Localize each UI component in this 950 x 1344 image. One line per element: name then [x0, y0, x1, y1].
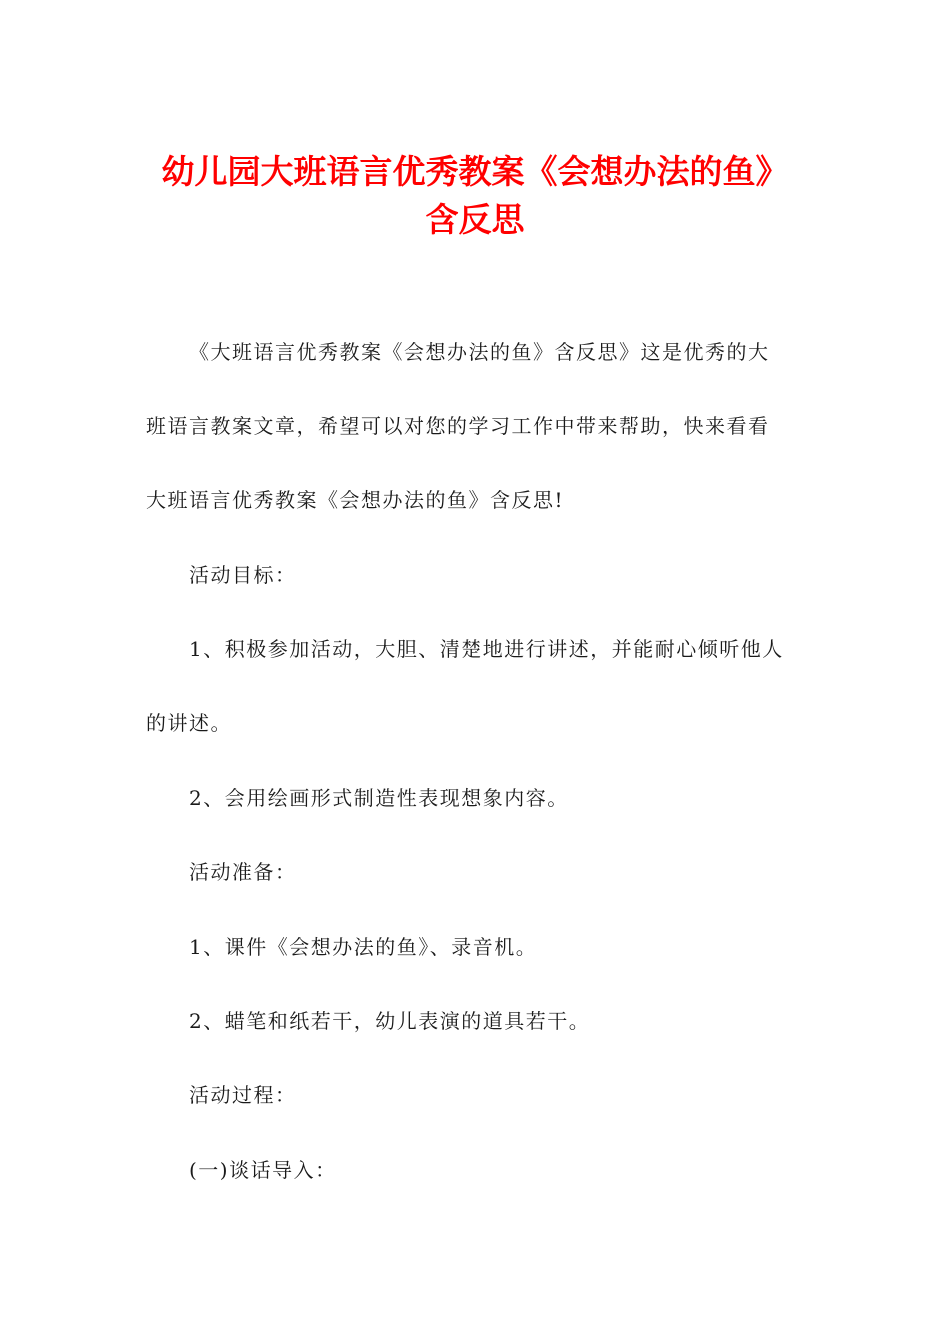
goal-item-1-line-1: 1、积极参加活动，大胆、清楚地进行讲述，并能耐心倾听他人	[189, 637, 784, 661]
preparation-item-2: 2、蜡笔和纸若干，幼儿表演的道具若干。	[189, 1009, 591, 1033]
process-step-1-heading: (一)谈话导入：	[189, 1158, 337, 1182]
intro-paragraph-line-2: 班语言教案文章，希望可以对您的学习工作中带来帮助，快来看看	[146, 414, 770, 438]
document-title-line-1: 幼儿园大班语言优秀教案《会想办法的鱼》	[161, 152, 789, 191]
intro-paragraph-line-1: 《大班语言优秀教案《会想办法的鱼》含反思》这是优秀的大	[189, 340, 770, 364]
preparation-item-1: 1、课件《会想办法的鱼》、录音机。	[189, 935, 538, 959]
section-heading-preparation: 活动准备：	[189, 860, 297, 884]
goal-item-2: 2、会用绘画形式制造性表现想象内容。	[189, 786, 569, 810]
goal-item-1-line-2: 的讲述。	[146, 711, 232, 735]
intro-paragraph-line-3: 大班语言优秀教案《会想办法的鱼》含反思!	[146, 488, 565, 512]
section-heading-process: 活动过程：	[189, 1083, 297, 1107]
document-title-line-2: 含反思	[425, 200, 525, 239]
section-heading-goals: 活动目标：	[189, 563, 297, 587]
